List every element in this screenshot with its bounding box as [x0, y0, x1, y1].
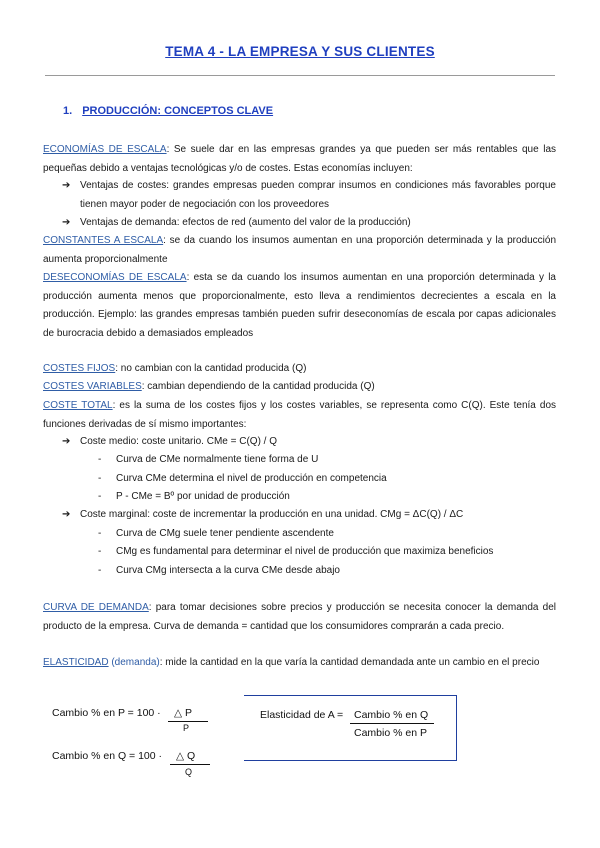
constantes-term: CONSTANTES A ESCALA	[43, 235, 164, 246]
dash-bullet-icon: -	[98, 528, 102, 539]
economias-paragraph	[43, 141, 556, 178]
coste-medio-label: Coste medio: coste unitario. CMe = C(Q) / Q	[80, 436, 278, 447]
coste-total-term: COSTE TOTAL	[43, 400, 113, 411]
formula-elasticity-numerator: Cambio % en Q	[354, 709, 429, 721]
dash-bullet-icon: -	[98, 491, 102, 502]
costes-fijos-text: : no cambian con la cantidad producida (Q)	[115, 363, 307, 374]
dash-bullet-icon: -	[98, 473, 102, 484]
economias-term: ECONOMÍAS DE ESCALA	[43, 144, 167, 155]
coste-marginal-item: Curva de CMg suele tener pendiente ascendente	[116, 528, 334, 539]
curva-demanda-term: CURVA DE DEMANDA	[43, 602, 149, 613]
formula-p-denominator: P	[183, 723, 190, 733]
section-heading	[63, 105, 273, 117]
economias-bullet-2: Ventajas de demanda: efectos de red (aumento del valor de la producción)	[80, 217, 411, 228]
costes-variables-text: : cambian dependiendo de la cantidad producida (Q)	[141, 381, 375, 392]
coste-medio-item: Curva de CMe normalmente tiene forma de U	[116, 454, 319, 465]
formula-p-numerator: △ P	[174, 707, 192, 719]
coste-total-paragraph	[43, 397, 556, 434]
dash-bullet-icon: -	[98, 546, 102, 557]
costes-fijos-line	[43, 360, 556, 379]
elasticidad-term: ELASTICIDAD	[43, 657, 109, 668]
coste-marginal-item: Curva CMg intersecta a la curva CMe desde abajo	[116, 565, 340, 576]
fraction-bar	[350, 723, 434, 724]
section-label: PRODUCCIÓN: CONCEPTOS CLAVE	[82, 105, 274, 117]
page-title: TEMA 4 - LA EMPRESA Y SUS CLIENTES	[165, 44, 435, 59]
dash-bullet-icon: -	[98, 565, 102, 576]
arrow-bullet-icon: ➔	[62, 436, 71, 447]
costes-variables-term: COSTES VARIABLES	[43, 381, 142, 392]
fraction-bar	[168, 721, 208, 722]
section-number: 1.	[63, 105, 73, 117]
formula-p-left: Cambio % en P = 100 ·	[52, 707, 161, 719]
constantes-paragraph	[43, 232, 556, 269]
arrow-bullet-icon: ➔	[62, 217, 71, 228]
coste-marginal-item: CMg es fundamental para determinar el nivel de producción que maximiza beneficios	[116, 546, 494, 557]
deseconomias-term: DESECONOMÍAS DE ESCALA	[43, 272, 187, 283]
elasticidad-text: : mide la cantidad en la que varía la cantidad demandada ante un cambio en el precio	[159, 657, 540, 668]
coste-medio-item: Curva CMe determina el nivel de producción en competencia	[116, 473, 387, 484]
deseconomias-text: : esta se da cuando los insumos aumentan en una proporción determinada y la producción aumenta menos que proporcionalmente, esto lleva a rendimientos decrecientes a escala en la producción. Ejemplo: las grandes empresas también pueden sufrir deseconomías de escala por capas adicionales de burocracia debido a demasiados empleados	[43, 272, 556, 339]
formula-elasticity-denominator: Cambio % en P	[354, 727, 427, 739]
coste-total-text: : es la suma de los costes fijos y los costes variables, se representa como C(Q). Este tenía dos funciones derivadas de sí mismo importantes:	[43, 400, 557, 430]
formula-q-denominator: Q	[185, 767, 193, 777]
elasticidad-term-qualifier: (demanda)	[108, 657, 160, 668]
arrow-bullet-icon: ➔	[62, 509, 71, 520]
economias-text: : Se suele dar en las empresas grandes ya que pueden ser más rentables que las pequeñas debido a ventajas tecnológicas y/o de costes. Estas economías incluyen:	[43, 144, 557, 174]
curva-demanda-paragraph	[43, 599, 556, 636]
constantes-text: : se da cuando los insumos aumentan en una proporción determinada y la producción aumenta proporcionalmente	[43, 235, 557, 265]
fraction-bar	[170, 764, 210, 765]
formula-q-left: Cambio % en Q = 100 ·	[52, 750, 163, 762]
formula-elasticity-left: Elasticidad de A =	[260, 709, 344, 721]
arrow-bullet-icon: ➔	[62, 180, 71, 191]
dash-bullet-icon: -	[98, 454, 102, 465]
formula-q-numerator: △ Q	[176, 750, 196, 762]
elasticidad-paragraph	[43, 654, 556, 673]
coste-marginal-label: Coste marginal: coste de incrementar la producción en una unidad. CMg = ΔC(Q) / ΔC	[80, 509, 464, 520]
economias-bullet-1: Ventajas de costes: grandes empresas pueden comprar insumos en condiciones más favorables porque tienen mayor poder de negociación con los proveedores	[80, 180, 556, 210]
costes-fijos-term: COSTES FIJOS	[43, 363, 116, 374]
curva-demanda-text: : para tomar decisiones sobre precios y producción se necesita conocer la demanda del producto de la empresa. Curva de demanda = cantidad que los consumidores comprarán a cada precio.	[43, 602, 557, 632]
deseconomias-paragraph	[43, 269, 556, 343]
costes-variables-line	[43, 378, 556, 397]
coste-medio-item: P - CMe = Bº por unidad de producción	[116, 491, 290, 502]
title-divider	[45, 75, 555, 76]
